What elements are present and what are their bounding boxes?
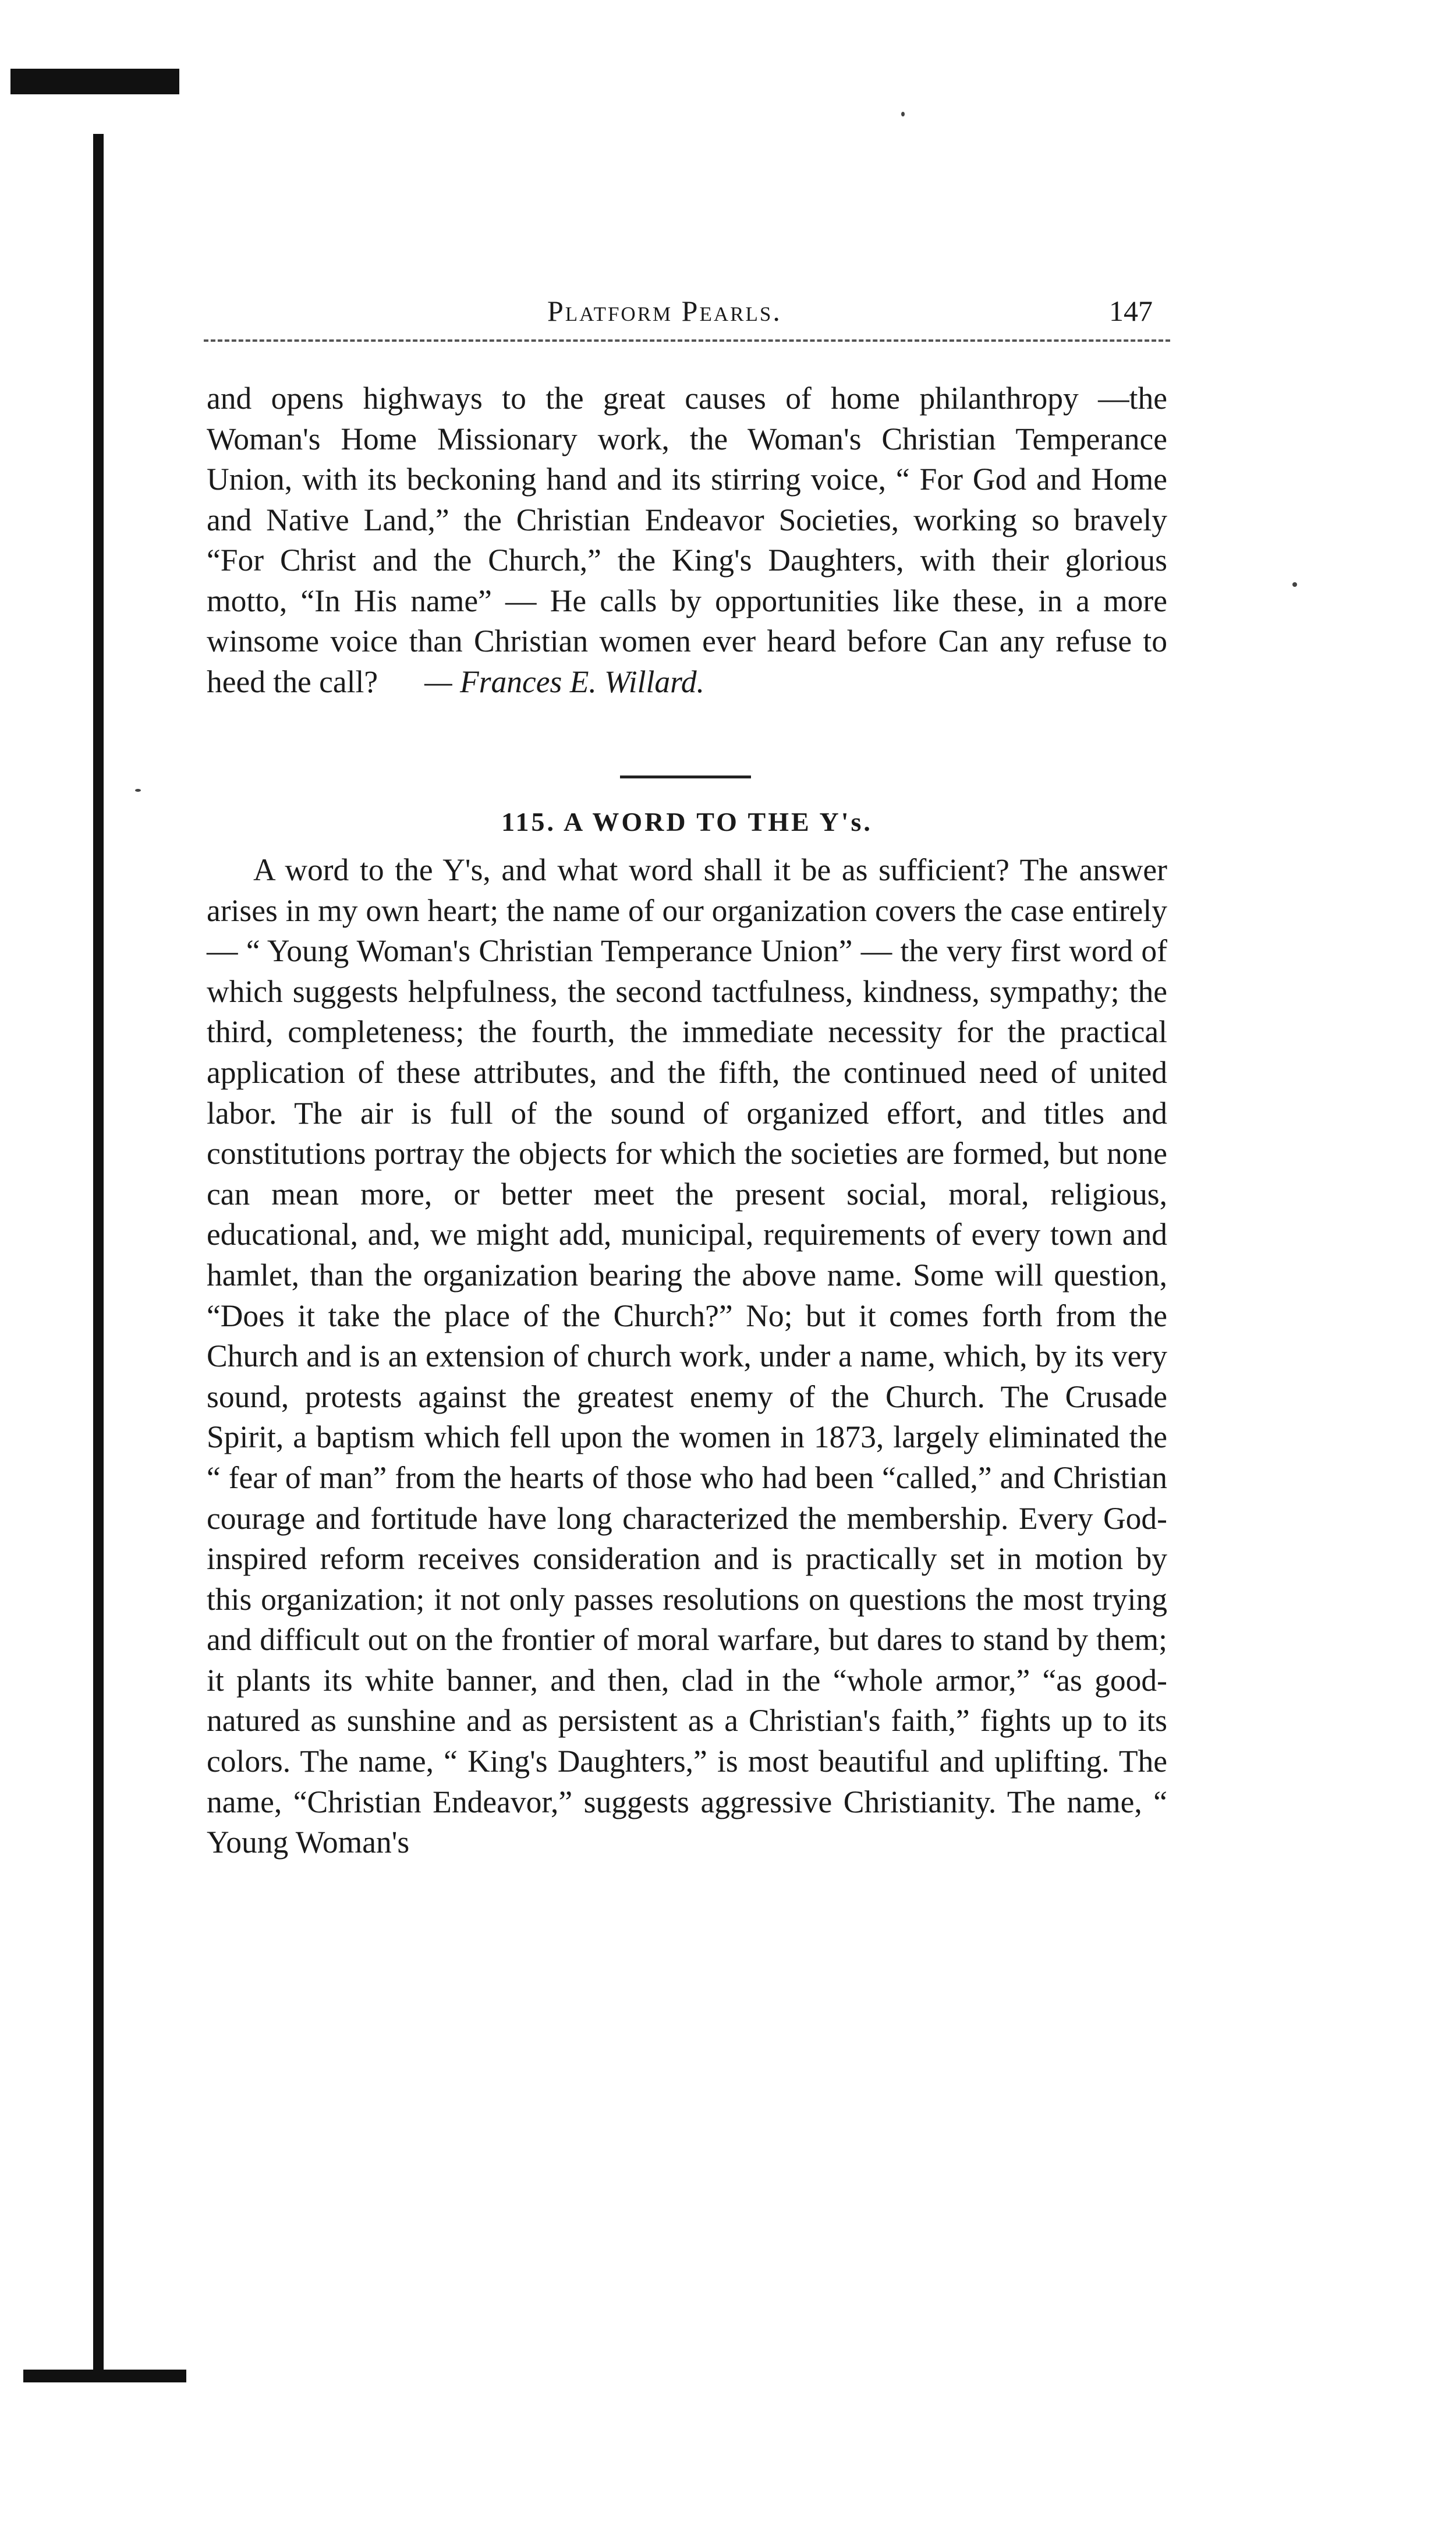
running-header-title: Platform Pearls. — [547, 295, 782, 327]
continuation-paragraph — [207, 378, 1167, 702]
binding-mark-top — [10, 69, 179, 94]
section-body — [207, 850, 1167, 1863]
section-body-paragraph: A word to the Y's, and what word shall it be as sufficient? The answer arises in my own heart; the name of our organization covers the case entirely — “ Young Woman's Christian Temperance Union” — the very first word of which suggests helpfulness, the second tactfulness, kindness, sympathy; the third, completeness; the fourth, the immediate necessity for the practical application of these attributes, and the fifth, the continued need of united labor. The air is full of the sound of organized effort, and titles and constitutions portray the objects for which the societies are formed, but none can mean more, or better meet the present social, moral, religious, educational, and, we might add, municipal, requirements of every town and hamlet, than the organization bearing the above name. Some will question, “Does it take the place of the Church?” No; but it comes forth from the Church and is an extension of church work, under a name, which, by its very sound, protests against the greatest enemy of the Church. The Crusade Spirit, a baptism which fell upon the women in 1873, largely eliminated the “ fear of man” from the hearts of those who had been “called,” and Christian courage and fortitude have long characterized the membership. Every God-inspired reform receives consideration and is practically set in motion by this organization; it not only passes resolutions on questions the most trying and difficult out on the frontier of moral warfare, but dares to stand by them; it plants its white banner, and then, clad in the “whole armor,” “as good-natured as sunshine and as persistent as a Christian's faith,” fights up to its colors. The name, “ King's Daughters,” is most beautiful and uplifting. The name, “Christian Endeavor,” suggests aggressive Christianity. The name, “ Young Woman's — [207, 852, 1167, 1860]
section-divider — [620, 776, 751, 778]
scan-speck — [135, 789, 141, 792]
binding-mark-bottom — [23, 2370, 186, 2382]
scan-speck — [1292, 582, 1297, 587]
section-heading: 115. A WORD TO THE Y's. — [501, 807, 873, 837]
header-rule — [204, 339, 1170, 342]
attribution: — Frances E. Willard. — [424, 664, 705, 699]
binding-mark-vertical — [93, 134, 104, 2381]
scan-speck — [901, 112, 905, 116]
continuation-text: and opens highways to the great causes of home philanthropy —the Woman's Home Missionary work, the Woman's Christian Temperance Union, with its beckoning hand and its stirring voice, “ For God and Home and Native Land,” the Christian Endeavor Societies, working so bravely “For Christ and the Church,” the King's Daughters, with their glorious motto, “In His name” — He calls by opportunities like these, in a more winsome voice than Christian women ever heard before Can any refuse to heed the call? — [207, 381, 1167, 699]
running-header — [198, 294, 1188, 346]
page-number: 147 — [1109, 295, 1153, 327]
